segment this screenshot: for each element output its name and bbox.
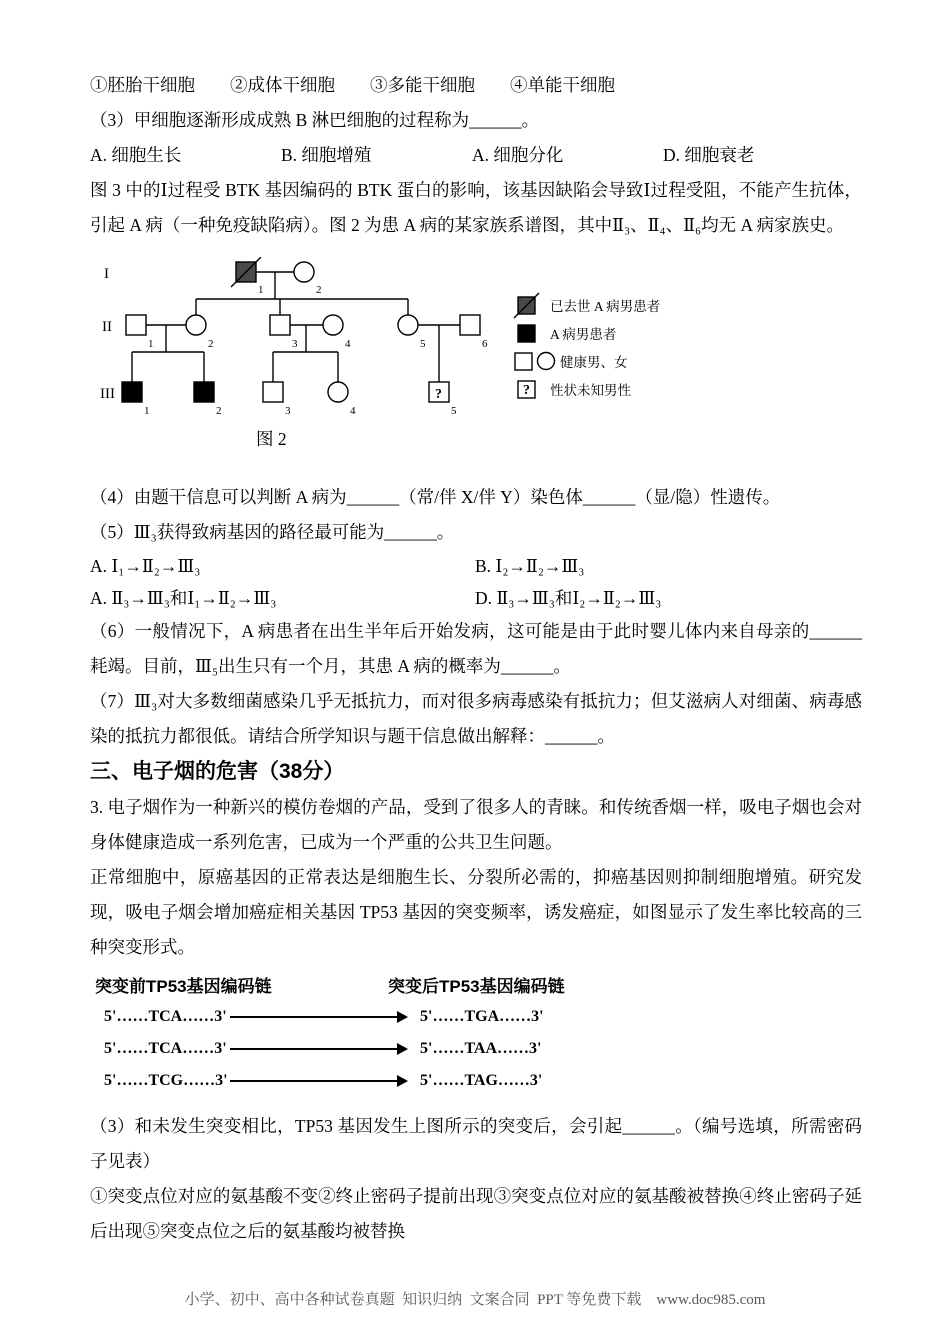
generation-label-1: I [104,266,109,282]
question-6-text: （6）一般情况下，A 病患者在出生半年后开始发病，这可能是由于此时婴儿体内来自母亲的______耗竭。目前，Ⅲ₅出生只有一个月，其患 A 病的概率为______。 [90,621,862,676]
question-5-option-4: D. Ⅱ₃→Ⅲ₃和Ⅰ₂→Ⅱ₂→Ⅲ₃ [475,588,662,608]
question-5-option-1: A. Ⅰ₁→Ⅱ₂→Ⅲ₃ [90,556,201,576]
question-3-options [90,138,862,173]
unknown-status-mark: ? [435,387,442,402]
pedigree-II5-female [398,315,418,335]
pedigree-number: 1 [148,338,154,350]
legend-label-healthy: 健康男、女 [560,355,628,370]
ecig-background-paragraph: 正常细胞中，原癌基因的正常表达是细胞生长、分裂所必需的，抑癌基因则抑制细胞增殖。研究发现，吸电子烟会增加癌症相关基因 TP53 基因的突变频率，诱发癌症，如图显示了发生率比较高的三种突变形式。 [90,867,862,957]
legend-label-unknown: 性状未知男性 [550,383,631,398]
sequence-after: 5'……TAA……3' [420,1040,542,1057]
mutation-row-2 [90,1033,862,1065]
pedigree-chart [98,257,678,422]
pedigree-number: 2 [316,284,322,296]
question-5-options [90,550,862,614]
mutation-row-3 [90,1065,862,1097]
legend-affected-male-icon [518,325,535,342]
legend-label-deceased: 已去世 A 病男患者 [550,299,661,314]
legend-healthy-male-icon [515,353,532,370]
legend-healthy-female-icon [538,353,555,370]
pedigree-legend [514,293,660,398]
pedigree-I2-female [294,262,314,282]
pedigree-number: 6 [482,338,488,350]
mutation-figure [90,973,862,1097]
btk-passage: 图 3 中的Ⅰ过程受 BTK 基因编码的 BTK 蛋白的影响，该基因缺陷会导致Ⅰ过程受阻，不能产生抗体，引起 A 病（一种免疫缺陷病）。图 2 为患 A 病的某家族系谱图，其中Ⅱ₃、Ⅱ₄、Ⅱ₆均无 A 病家族史。 [90,180,862,235]
question-3-text: （3）甲细胞逐渐形成成熟 B 淋巴细胞的过程称为______。 [90,110,540,130]
question-3-option-1: A. 细胞生长 [90,145,182,165]
pedigree-II1-male [126,315,146,335]
mutation-header-after: 突变后TP53基因编码链 [388,977,565,996]
sequence-before: 5'……TCA……3' [104,1040,227,1057]
pedigree-II3-male [270,315,290,335]
pedigree-number: 3 [285,405,291,417]
pedigree-number: 5 [420,338,426,350]
ecig-intro-paragraph: 3. 电子烟作为一种新兴的模仿卷烟的产品，受到了很多人的青睐。和传统香烟一样，吸电子烟也会对身体健康造成一系列危害，已成为一个严重的公共卫生问题。 [90,797,862,852]
section-3-heading: 三、电子烟的危害（38分） [90,760,345,783]
arrow-right-icon [230,1016,406,1018]
pedigree-number: 1 [144,405,150,417]
pedigree-number: 3 [292,338,298,350]
question-3-option-4: D. 细胞衰老 [663,145,755,165]
pedigree-number: 4 [350,405,356,417]
question-3-option-3: A. 细胞分化 [472,145,564,165]
ecig-question-3-choices: ①突变点位对应的氨基酸不变②终止密码子提前出现③突变点位对应的氨基酸被替换④终止密码子延后出现⑤突变点位之后的氨基酸均被替换 [90,1186,862,1241]
page-footer [0,1288,950,1309]
question-7-text: （7）Ⅲ₃对大多数细菌感染几乎无抵抗力，而对很多病毒感染有抵抗力；但艾滋病人对细菌、病毒感染的抵抗力都很低。请结合所学知识与题干信息做出解释：______。 [90,691,862,746]
mutation-header-before: 突变前TP53基因编码链 [95,977,272,996]
arrow-right-icon [230,1048,406,1050]
question-5-text: （5）Ⅲ₃获得致病基因的路径最可能为______。 [90,522,455,542]
sequence-before: 5'……TCA……3' [104,1008,227,1025]
question-5-option-3: A. Ⅱ₃→Ⅲ₃和Ⅰ₁→Ⅱ₂→Ⅲ₃ [90,588,277,608]
exam-content [90,68,862,1249]
pedigree-III1-affected-male [122,382,142,402]
pedigree-number: 4 [345,338,351,350]
sequence-before: 5'……TCG……3' [104,1072,228,1089]
pedigree-number: 2 [208,338,214,350]
arrow-right-icon [230,1080,406,1082]
pedigree-III2-affected-male [194,382,214,402]
pedigree-II2-female [186,315,206,335]
mutation-row-1 [90,1001,862,1033]
sequence-after: 5'……TGA……3' [420,1008,544,1025]
footer-text: 小学、初中、高中各种试卷真题 知识归纳 文案合同 PPT 等免费下载 www.doc985.com [184,1292,766,1308]
ecig-question-3-text: （3）和未发生突变相比，TP53 基因发生上图所示的突变后，会引起______。（编号选填，所需密码子见表） [90,1116,862,1171]
generation-label-3: III [100,386,115,402]
pedigree-III3-male [263,382,283,402]
pedigree-figure [98,257,862,452]
question-5-option-2: B. Ⅰ₂→Ⅱ₂→Ⅲ₃ [475,556,585,576]
legend-label-affected: A 病男患者 [550,327,617,342]
figure-2-caption: 图 2 [256,429,287,449]
question-4-text: （4）由题干信息可以判断 A 病为______（常/伴 X/伴 Y）染色体______（显/隐）性遗传。 [90,487,781,507]
pedigree-II6-male [460,315,480,335]
pedigree-number: 2 [216,405,222,417]
generation-label-2: II [102,319,112,335]
pedigree-II4-female [323,315,343,335]
pedigree-number: 5 [451,405,457,417]
mutation-figure-headers [90,973,862,1001]
pedigree-number: 1 [258,284,264,296]
question-3-option-2: B. 细胞增殖 [281,145,372,165]
sequence-after: 5'……TAG……3' [420,1072,543,1089]
stem-cell-options-line: ①胚胎干细胞 ②成体干细胞 ③多能干细胞 ④单能干细胞 [90,75,615,95]
pedigree-III4-female [328,382,348,402]
legend-question-mark: ? [523,383,530,398]
